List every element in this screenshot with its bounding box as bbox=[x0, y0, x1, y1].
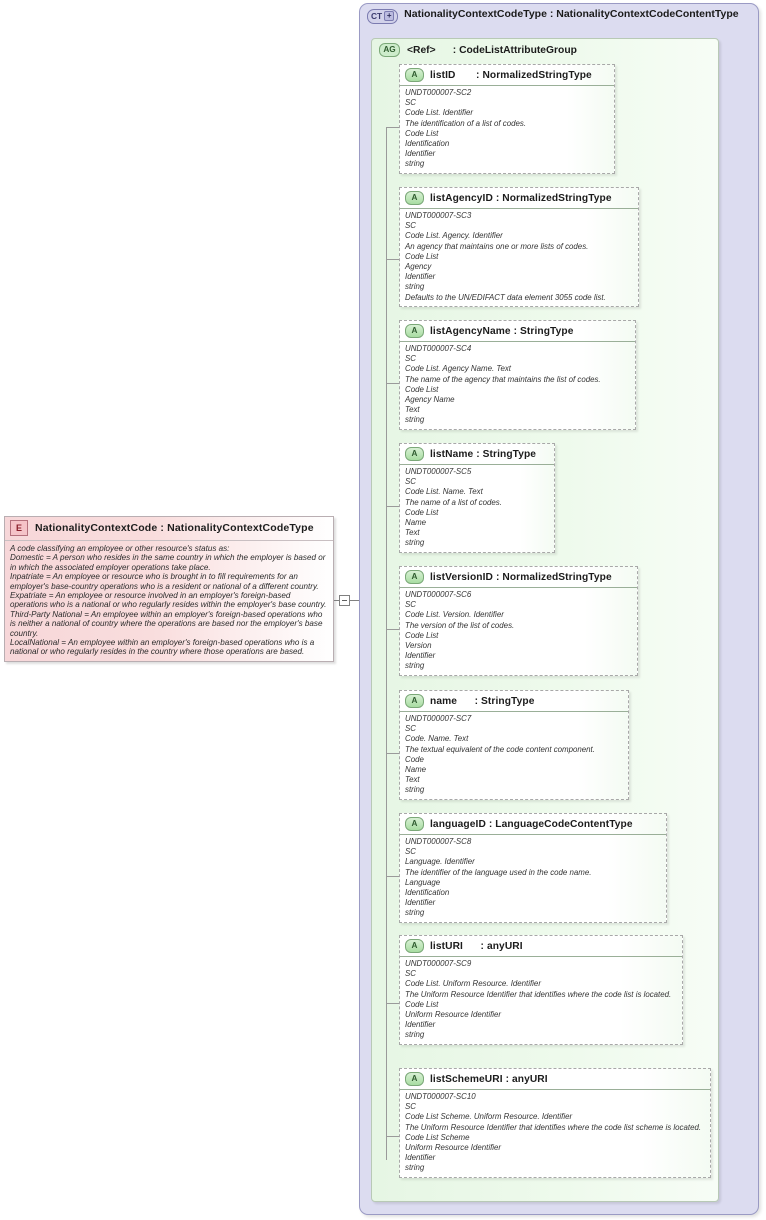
attribute-detail-line: Code List. Agency. Identifier bbox=[405, 231, 503, 241]
connector-branch bbox=[386, 127, 399, 128]
attribute-title: listName : StringType bbox=[430, 448, 537, 460]
attribute-header bbox=[400, 1069, 710, 1090]
attribute-detail-line: string bbox=[405, 159, 425, 169]
attribute-title: listVersionID : NormalizedStringType bbox=[430, 571, 612, 583]
attribute-title: listURI : anyURI bbox=[430, 940, 523, 952]
attribute-detail-line: Agency bbox=[405, 262, 432, 272]
attribute-node-listid[interactable] bbox=[399, 64, 615, 174]
attribute-detail-line: Code bbox=[405, 754, 424, 764]
attribute-detail-line: Identifier bbox=[405, 898, 436, 908]
element-title: NationalityContextCode : NationalityContextCodeType bbox=[35, 522, 314, 534]
attribute-detail-line: Code List. Agency Name. Text bbox=[405, 364, 511, 374]
attribute-header bbox=[400, 65, 614, 86]
attribute-detail-line: Language. Identifier bbox=[405, 857, 475, 867]
attribute-detail-line: Uniform Resource Identifier bbox=[405, 1010, 502, 1020]
attribute-details bbox=[400, 712, 628, 799]
attribute-detail-line: SC bbox=[405, 600, 416, 610]
attribute-details bbox=[400, 1090, 710, 1177]
attribute-badge-icon: A bbox=[405, 817, 424, 831]
attribute-detail-line: Version bbox=[405, 641, 432, 651]
complextype-badge-icon[interactable]: CT + bbox=[367, 9, 398, 24]
attribute-details bbox=[400, 209, 638, 306]
attributegroup-title: <Ref> : CodeListAttributeGroup bbox=[407, 44, 577, 56]
attribute-detail-line: SC bbox=[405, 354, 416, 364]
attribute-node-name[interactable] bbox=[399, 690, 629, 800]
attributegroup-header bbox=[372, 39, 718, 57]
attribute-detail-line: UNDT000007-SC6 bbox=[405, 590, 472, 599]
attribute-detail-line: Text bbox=[405, 528, 420, 538]
attribute-detail-line: UNDT000007-SC8 bbox=[405, 837, 472, 846]
attribute-detail-line: UNDT000007-SC2 bbox=[405, 88, 472, 97]
attribute-detail-line: Identifier bbox=[405, 651, 436, 661]
attribute-detail-line: UNDT000007-SC10 bbox=[405, 1092, 476, 1101]
attribute-details bbox=[400, 86, 614, 173]
attribute-node-listuri[interactable] bbox=[399, 935, 683, 1045]
attribute-badge-icon: A bbox=[405, 324, 424, 338]
connector-branch bbox=[386, 876, 399, 877]
attribute-detail-line: SC bbox=[405, 221, 416, 231]
connector-branch bbox=[386, 1003, 399, 1004]
attribute-header bbox=[400, 188, 638, 209]
attribute-header bbox=[400, 321, 635, 342]
attribute-detail-line: UNDT000007-SC3 bbox=[405, 211, 472, 220]
attribute-badge-icon: A bbox=[405, 191, 424, 205]
attribute-detail-line: Code List bbox=[405, 630, 439, 640]
attribute-detail-line: Code List. Identifier bbox=[405, 108, 473, 118]
attribute-node-listschemeuri[interactable] bbox=[399, 1068, 711, 1178]
attribute-badge-icon: A bbox=[405, 68, 424, 82]
attribute-detail-line: Identification bbox=[405, 139, 450, 149]
attribute-node-languageid[interactable] bbox=[399, 813, 667, 923]
attribute-detail-line: Identification bbox=[405, 888, 450, 898]
attribute-detail-line: SC bbox=[405, 98, 416, 108]
attribute-detail-line: SC bbox=[405, 477, 416, 487]
attribute-detail-line: Uniform Resource Identifier bbox=[405, 1143, 502, 1153]
attribute-detail-line: UNDT000007-SC9 bbox=[405, 959, 472, 968]
attribute-detail-line: The identifier of the language used in the code name. bbox=[405, 867, 592, 877]
connector-branch bbox=[386, 1136, 399, 1137]
attribute-header bbox=[400, 444, 554, 465]
attribute-detail-line: The name of the agency that maintains the list of codes. bbox=[405, 374, 601, 384]
attribute-node-listagencyname[interactable] bbox=[399, 320, 636, 430]
attribute-detail-line: An agency that maintains one or more lists of codes. bbox=[405, 241, 589, 251]
attribute-details bbox=[400, 588, 637, 675]
attribute-detail-line: Name bbox=[405, 765, 427, 775]
connector-trunk bbox=[386, 127, 387, 1160]
expand-plus-icon[interactable]: + bbox=[384, 11, 394, 21]
attribute-detail-line: Identifier bbox=[405, 272, 436, 282]
attribute-detail-line: Text bbox=[405, 405, 420, 415]
attribute-detail-line: Language bbox=[405, 877, 441, 887]
attribute-detail-line: Code List bbox=[405, 384, 439, 394]
attribute-detail-line: Name bbox=[405, 518, 427, 528]
attribute-detail-line: Code List Scheme. Uniform Resource. Identifier bbox=[405, 1112, 573, 1122]
collapse-toggle-icon[interactable] bbox=[339, 595, 350, 606]
attribute-detail-line: Code List. Uniform Resource. Identifier bbox=[405, 979, 541, 989]
attribute-detail-line: SC bbox=[405, 969, 416, 979]
attribute-details bbox=[400, 342, 635, 429]
attribute-title: listID : NormalizedStringType bbox=[430, 69, 592, 81]
attribute-detail-line: Code List bbox=[405, 251, 439, 261]
attribute-detail-line: Code List bbox=[405, 999, 439, 1009]
attribute-badge-icon: A bbox=[405, 939, 424, 953]
attribute-title: languageID : LanguageCodeContentType bbox=[430, 818, 633, 830]
attribute-badge-icon: A bbox=[405, 570, 424, 584]
attribute-detail-line: UNDT000007-SC5 bbox=[405, 467, 472, 476]
element-doc-line: Domestic = A person who resides in the same country in which the employer is based or in which the associated employer operations take place. bbox=[10, 553, 328, 572]
attribute-badge-icon: A bbox=[405, 1072, 424, 1086]
attribute-details bbox=[400, 465, 554, 552]
attribute-detail-line: The version of the list of codes. bbox=[405, 620, 515, 630]
attribute-detail-line: Code. Name. Text bbox=[405, 734, 469, 744]
connector-branch bbox=[386, 506, 399, 507]
attribute-title: listAgencyName : StringType bbox=[430, 325, 574, 337]
attribute-detail-line: string bbox=[405, 538, 425, 548]
attribute-detail-line: string bbox=[405, 1030, 425, 1040]
attribute-detail-line: The name of a list of codes. bbox=[405, 497, 502, 507]
connector-branch bbox=[386, 259, 399, 260]
attribute-title: listAgencyID : NormalizedStringType bbox=[430, 192, 612, 204]
attribute-detail-line: Code List bbox=[405, 128, 439, 138]
attribute-detail-line: string bbox=[405, 785, 425, 795]
attribute-header bbox=[400, 691, 628, 712]
attribute-detail-line: Identifier bbox=[405, 149, 436, 159]
connector-branch bbox=[386, 753, 399, 754]
attribute-details bbox=[400, 957, 682, 1044]
attribute-detail-line: Text bbox=[405, 775, 420, 785]
element-header bbox=[5, 517, 333, 541]
attribute-header bbox=[400, 814, 666, 835]
attribute-detail-line: string bbox=[405, 908, 425, 918]
attribute-detail-line: SC bbox=[405, 847, 416, 857]
attribute-detail-line: string bbox=[405, 415, 425, 425]
attribute-detail-line: The textual equivalent of the code content component. bbox=[405, 744, 595, 754]
attribute-detail-line: Code List. Version. Identifier bbox=[405, 610, 504, 620]
attribute-detail-line: Code List bbox=[405, 507, 439, 517]
attribute-node-listagencyid[interactable] bbox=[399, 187, 639, 307]
attribute-detail-line: Identifier bbox=[405, 1020, 436, 1030]
element-doc-line: LocalNational = An employee within an employer's foreign-based operations who is a national or who regularly resides in the country where those operations are based. bbox=[10, 638, 317, 657]
attribute-header bbox=[400, 936, 682, 957]
attribute-detail-line: Code List. Name. Text bbox=[405, 487, 483, 497]
complextype-header bbox=[360, 4, 758, 24]
attribute-node-listversionid[interactable] bbox=[399, 566, 638, 676]
element-doc-line: Third-Party National = An employee within an employer's foreign-based operations who is neither a national of country where the operations are based nor the employer's base country. bbox=[10, 609, 325, 638]
element-documentation bbox=[5, 541, 333, 661]
element-node-nationalitycontextcode[interactable] bbox=[4, 516, 334, 662]
attribute-detail-line: SC bbox=[405, 724, 416, 734]
attribute-detail-line: UNDT000007-SC4 bbox=[405, 344, 472, 353]
attribute-details bbox=[400, 835, 666, 922]
element-doc-line: Inpatriate = An employee or resource who is brought in to fill requirements for an employer's base-country operations who is a resident or national of a different country. bbox=[10, 572, 319, 591]
element-doc-line: A code classifying an employee or other resource's status as: bbox=[10, 544, 230, 553]
attribute-title: name : StringType bbox=[430, 695, 535, 707]
element-doc-line: Expatriate = An employee or resource involved in an employer's foreign-based operations who is a national or who regularly resides within the employer's base country. bbox=[10, 591, 327, 610]
attribute-detail-line: The Uniform Resource Identifier that identifies where the code list is located. bbox=[405, 989, 672, 999]
attributegroup-badge-icon: AG bbox=[379, 43, 400, 57]
attribute-detail-line: Identifier bbox=[405, 1153, 436, 1163]
attribute-detail-line: Code List Scheme bbox=[405, 1132, 470, 1142]
connector-branch bbox=[386, 383, 399, 384]
attribute-badge-icon: A bbox=[405, 694, 424, 708]
attribute-detail-line: Defaults to the UN/EDIFACT data element 3055 code list. bbox=[405, 292, 606, 302]
attribute-detail-line: UNDT000007-SC7 bbox=[405, 714, 472, 723]
attribute-detail-line: Agency Name bbox=[405, 395, 455, 405]
attribute-detail-line: string bbox=[405, 1163, 425, 1173]
attribute-detail-line: The identification of a list of codes. bbox=[405, 118, 527, 128]
connector-branch bbox=[386, 629, 399, 630]
attribute-badge-icon: A bbox=[405, 447, 424, 461]
attribute-title: listSchemeURI : anyURI bbox=[430, 1073, 548, 1085]
attribute-detail-line: string bbox=[405, 282, 425, 292]
attribute-node-listname[interactable] bbox=[399, 443, 555, 553]
attribute-detail-line: SC bbox=[405, 1102, 416, 1112]
complextype-title: NationalityContextCodeType : NationalityContextCodeContentType bbox=[404, 8, 739, 20]
attribute-detail-line: string bbox=[405, 661, 425, 671]
attribute-header bbox=[400, 567, 637, 588]
element-badge-icon: E bbox=[10, 520, 28, 536]
attribute-detail-line: The Uniform Resource Identifier that identifies where the code list scheme is located. bbox=[405, 1122, 702, 1132]
